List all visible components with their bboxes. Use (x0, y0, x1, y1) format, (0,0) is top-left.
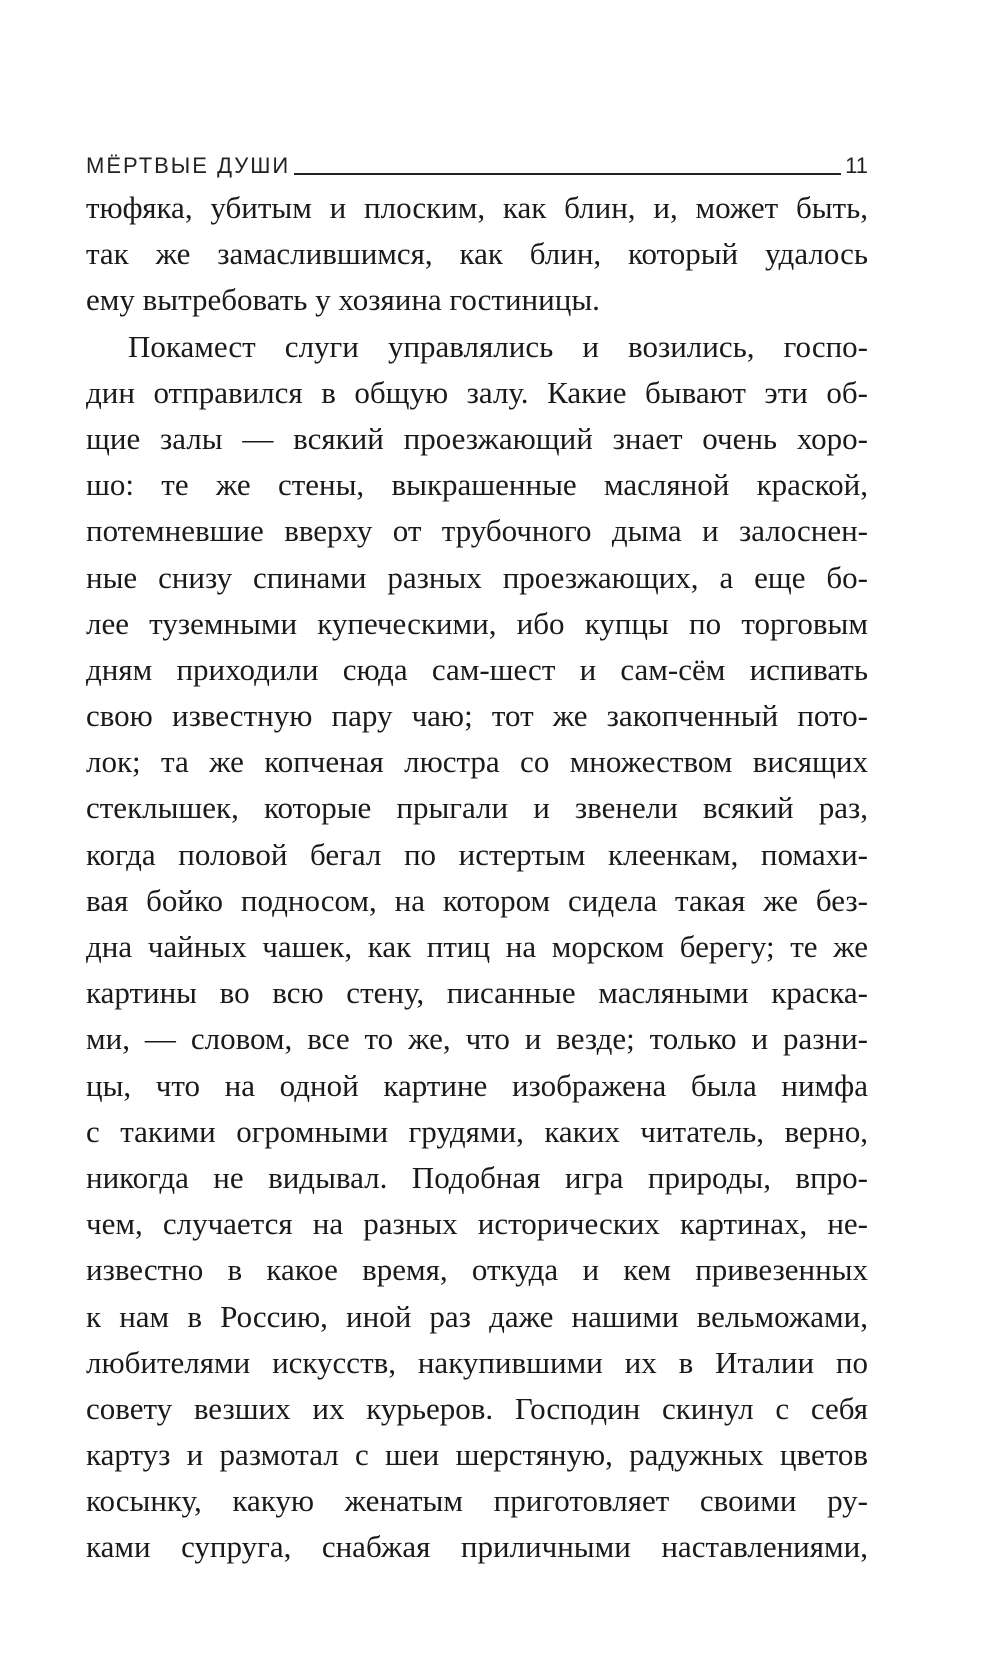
text-line: Покамест слуги управлялись и возились, госпо- (128, 328, 868, 364)
text-line: любителями искусств, накупившими их в Италии по (86, 1344, 868, 1380)
text-line: тюфяка, убитым и плоским, как блин, и, может быть, (86, 190, 868, 225)
running-header (86, 137, 868, 177)
text-line: дням приходили сюда сам-шест и сам-сём испивать (86, 651, 868, 687)
text-line: свою известную пару чаю; тот же закопченный пото- (86, 698, 868, 734)
text-line: с такими огромными грудями, каких читатель, верно, (86, 1113, 868, 1149)
header-rule (294, 173, 841, 175)
text-line: ему вытребовать у хозяина гостиницы. (86, 282, 600, 318)
text-line: щие залы — всякий проезжающий знает очень хоро- (86, 420, 868, 456)
page-number: 11 (845, 153, 868, 178)
text-line: лок; та же копченая люстра со множеством висящих (86, 744, 868, 780)
text-line: к нам в Россию, иной раз даже нашими вельможами, (86, 1298, 868, 1334)
text-line: картины во всю стену, писанные масляными краска- (86, 975, 868, 1011)
text-line: цы, что на одной картине изображена была нимфа (86, 1067, 868, 1103)
text-line: ками супруга, снабжая приличными наставлениями, (86, 1529, 868, 1565)
text-line: косынку, какую женатым приготовляет своими ру- (86, 1483, 868, 1519)
text-line: совету везших их курьеров. Господин скинул с себя (86, 1390, 868, 1426)
text-line: ми, — словом, все то же, что и везде; только и разни- (86, 1021, 868, 1057)
text-line: дна чайных чашек, как птиц на морском берегу; те же (86, 929, 868, 964)
text-line: так же замаслившимся, как блин, который удалось (86, 236, 868, 272)
paragraph-1 (86, 185, 868, 324)
text-line: картуз и размотал с шеи шерстяную, радужных цветов (86, 1437, 868, 1473)
text-line: стеклышек, которые прыгали и звенели всякий раз, (86, 790, 868, 826)
text-line: лее туземными купеческими, ибо купцы по торговым (86, 605, 868, 641)
text-line: дин отправился в общую залу. Какие бывают эти об- (86, 374, 868, 410)
running-header-title: МЁРТВЫЕ ДУШИ (86, 153, 291, 178)
text-line: чем, случается на разных исторических картинах, не- (86, 1206, 868, 1242)
text-line: когда половой бегал по истертым клеенкам, помахи- (86, 836, 868, 872)
text-line: ные снизу спинами разных проезжающих, а еще бо- (86, 559, 868, 595)
text-line: потемневшие вверху от трубочного дыма и залоснен- (86, 513, 868, 549)
text-line: никогда не видывал. Подобная игра природы, впро- (86, 1159, 868, 1195)
text-line: известно в какое время, откуда и кем привезенных (86, 1252, 868, 1288)
text-line: вая бойко подносом, на котором сидела такая же без- (86, 882, 868, 918)
paragraph-2 (86, 324, 868, 1571)
body-text (86, 185, 868, 1571)
text-line: шо: те же стены, выкрашенные масляной краской, (86, 467, 868, 503)
